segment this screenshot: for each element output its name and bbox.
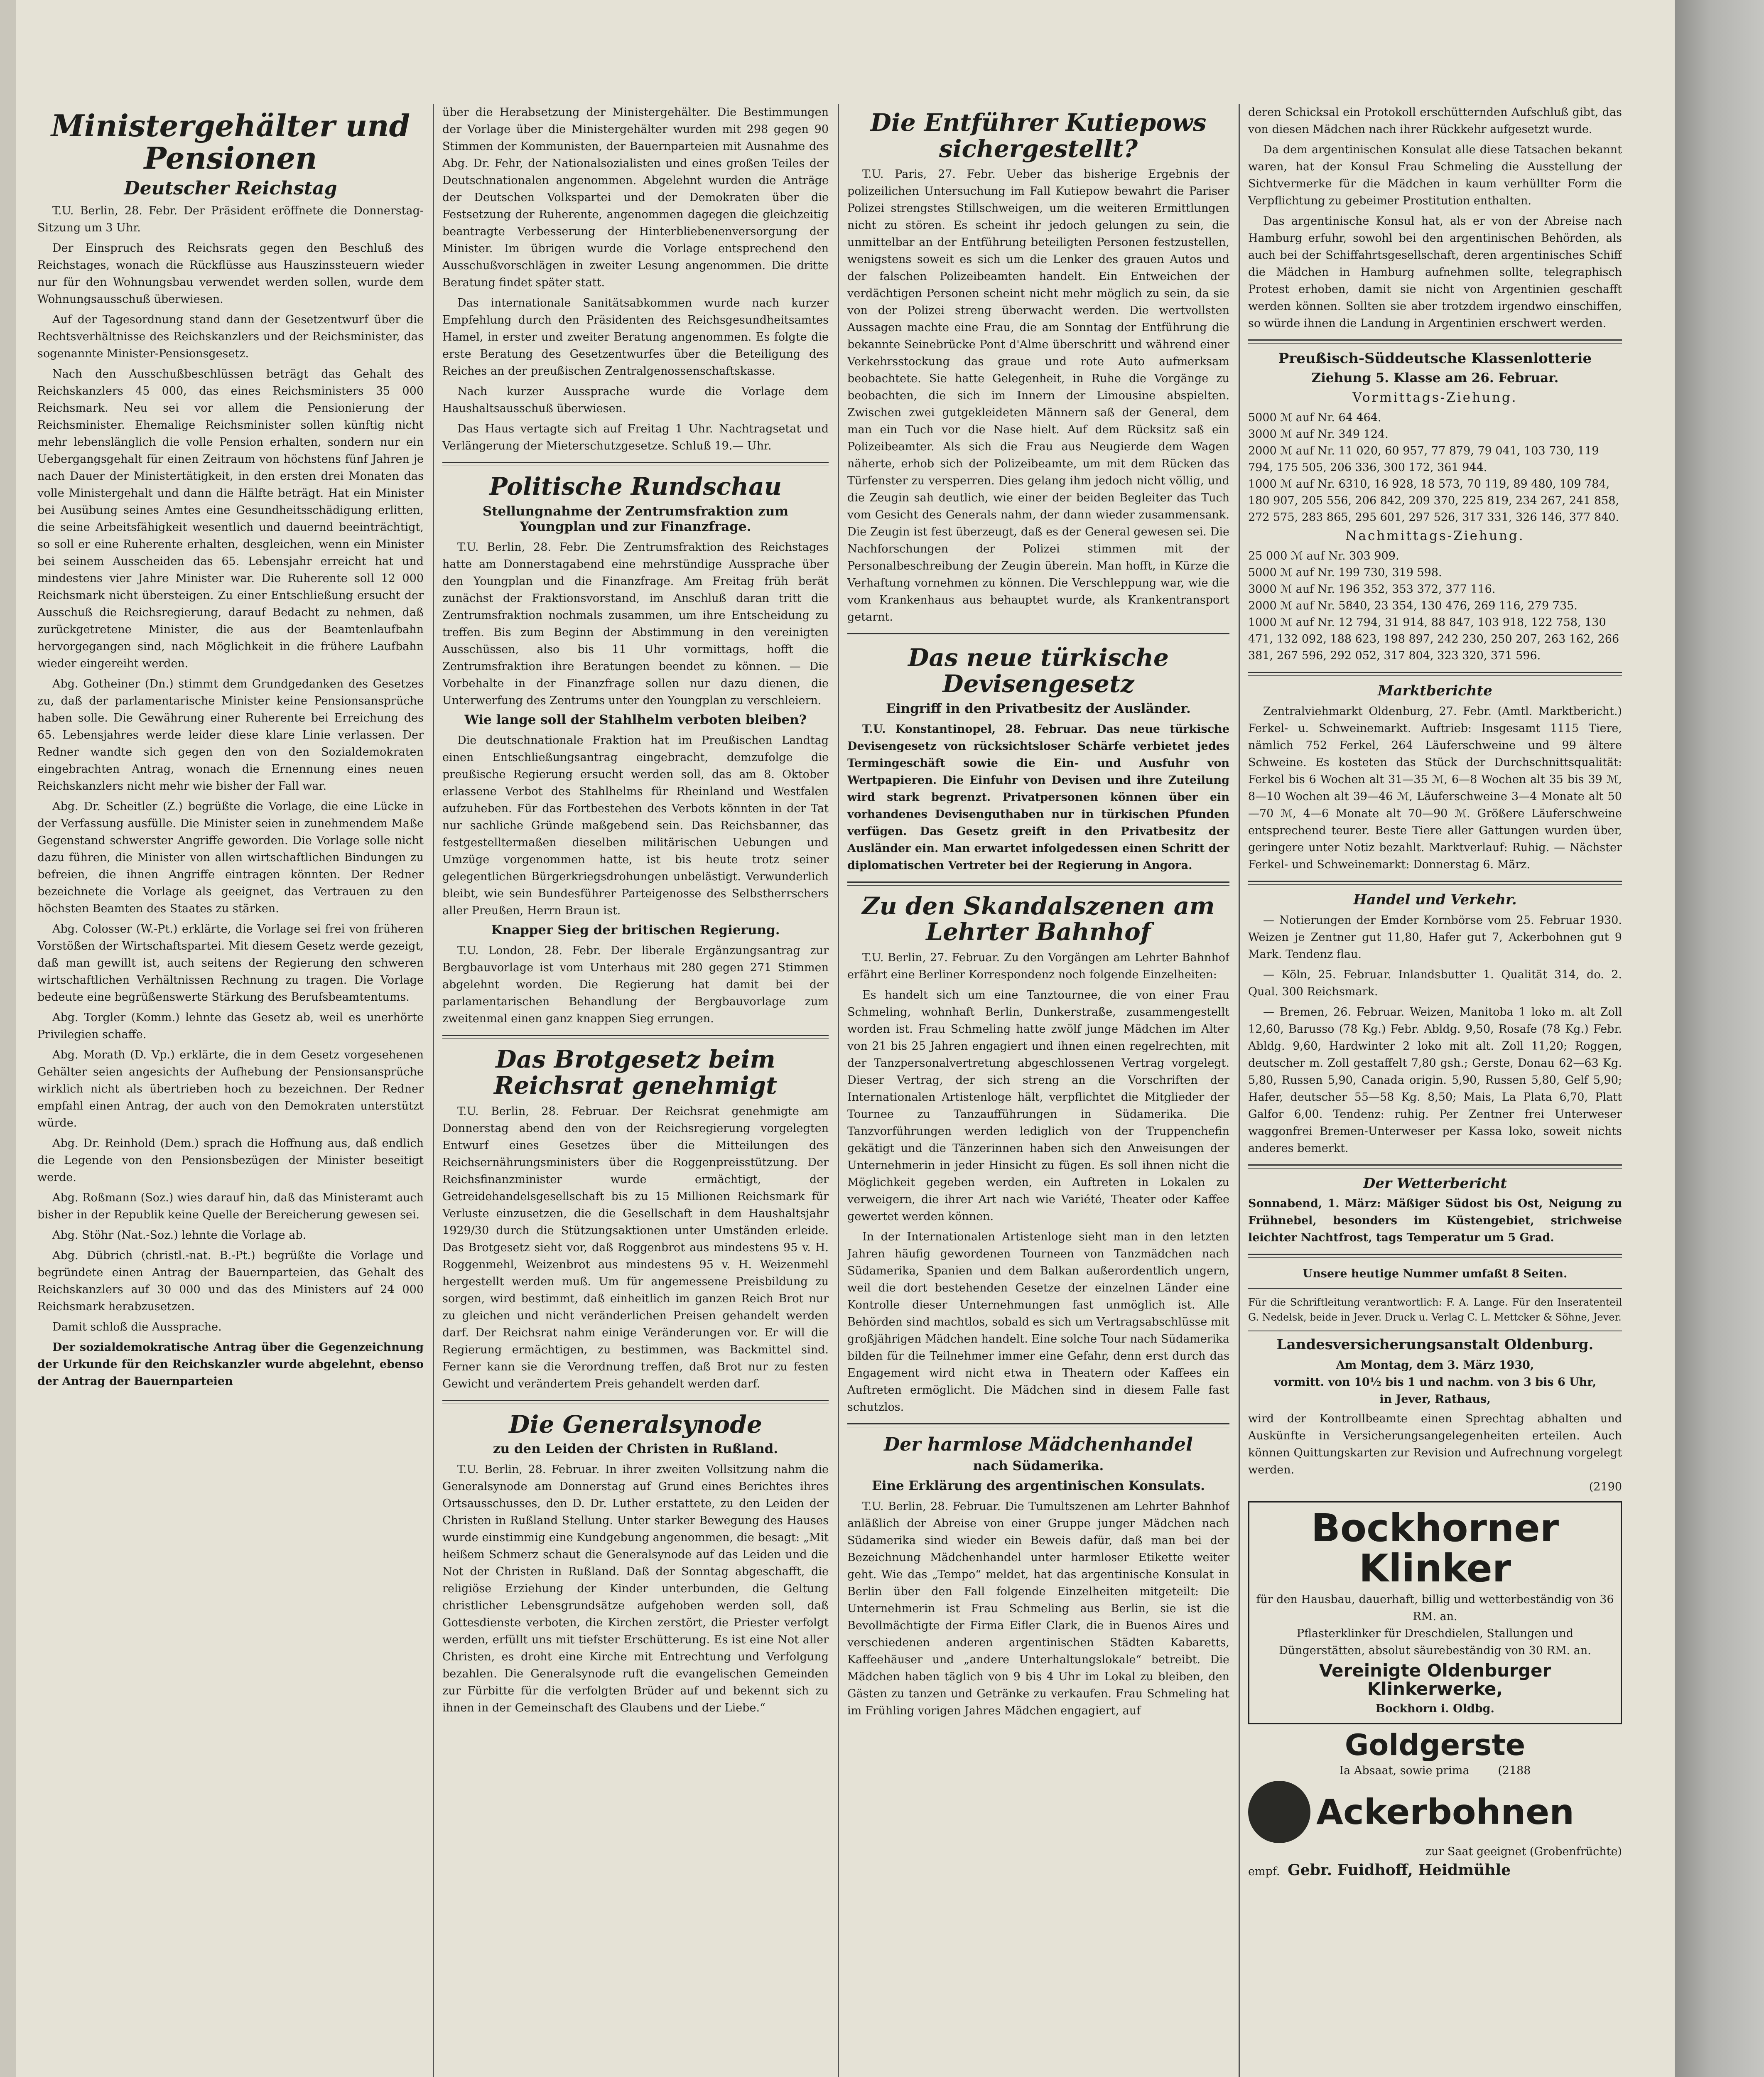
paragraph: — Notierungen der Emder Kornbörse vom 25. Februar 1930. Weizen je Zentner gut 11,80, Hafer gut 7, Ackerbohnen gut 9 Mark. Tendenz flau. [1248, 913, 1622, 961]
lottery-afternoon: Nachmittags-Ziehung. [1345, 528, 1525, 544]
goldgerste-line: zur Saat geeignet (Grobenfrüchte) [1425, 1845, 1622, 1858]
weather-text: Sonnabend, 1. März: Mäßiger Südost bis Ost, Neigung zu Frühnebel, besonders im Küstengebiet, strichweise leichter Nachtfrost, tags Temperatur um 5 Grad. [1248, 1197, 1622, 1245]
paragraph: T.U. Berlin, 28. Februar. In ihrer zweiten Vollsitzung nahm die Generalsynode am Donnerstag auf Grund eines Berichtes ihres Ortsausschusses, den D. Dr. Luther erstattete, zu den Leiden der Christen in Rußland Stellung. Unter starker Bewegung des Hauses wurde einstimmig eine Kundgebung angenommen, die besagt: „Mit heißem Schmerz schaut die Generalsynode auf das Leiden und die Not der Christen in Rußland. Daß der Sonntag abgeschafft, die religiöse Erziehung der Kinder unterbunden, die Geltung christlicher Lebensgrundsätze aufgehoben werden soll, daß Gottesdienste verboten, die Kirchen zerstört, die Priester verfolgt werden, erfüllt uns mit tiefster Erschütterung. Es ist eine Not aller Christen, es droht eine Kirche mit Entrechtung und Verfolgung bezahlen. Die Generalsynode ruft die evangelischen Gemeinden zur Fürbitte für die verfolgten Brüder auf und bekennt sich zu ihnen in der Gemeinschaft des Glaubens und der Liebe.“ [442, 1463, 829, 1715]
klinker-place: Bockhorn i. Oldbg. [1376, 1702, 1494, 1715]
lva-line: vormitt. von 10½ bis 1 und nachm. von 3 bis 6 Uhr, [1273, 1376, 1597, 1389]
paragraph: — Köln, 25. Februar. Inlandsbutter 1. Qualität 314, do. 2. Qual. 300 Reichsmark. [1248, 968, 1622, 998]
section-divider [847, 1423, 1229, 1427]
goldgerste-line: Ia Absaat, sowie prima [1339, 1764, 1470, 1777]
paragraph: T.U. Berlin, 27. Februar. Zu den Vorgängen am Lehrter Bahnhof erfährt eine Berliner Korrespondenz noch folgende Einzelheiten: [847, 951, 1229, 981]
goldgerste-firm: Gebr. Fuidhoff, Heidmühle [1288, 1861, 1511, 1879]
subhead-zentrum: Stellungnahme der Zentrumsfraktion zum Youngplan und zur Finanzfrage. [482, 503, 789, 534]
issue-size-note: Unsere heutige Nummer umfaßt 8 Seiten. [1303, 1267, 1568, 1281]
lottery-line: 5000 ℳ auf Nr. 64 464. [1248, 411, 1381, 425]
ad-landesversicherung [1248, 1337, 1622, 1495]
subhead-konsulat: Eine Erklärung des argentinischen Konsulats. [872, 1478, 1205, 1493]
page-edge-shadow [1675, 0, 1764, 2077]
lottery-line: 2000 ℳ auf Nr. 11 020, 60 957, 77 879, 79 041, 103 730, 119 794, 175 505, 206 336, 300 172, 361 944. [1248, 444, 1599, 474]
paragraph: T.U. Berlin, 28. Febr. Die Zentrumsfraktion des Reichstages hatte am Donnerstagabend eine mehrstündige Aussprache über den Youngplan und die Finanzfrage. Am Freitag früh berät zunächst der Fraktionsvorstand, im Anschluß daran tritt die Zentrumsfraktion nochmals zusammen, um ihre Entscheidung zu treffen. Bis zum Beginn der Abstimmung in den vereinigten Ausschüssen, also bis 11 Uhr vormittags, hofft die Zentrumsfraktion ihre Beratungen beendet zu können. — Die Vorbehalte in der Finanzfrage sollen nur dazu dienen, die Unterwerfung des Zentrums unter den Youngplan zu verschleiern. [442, 541, 829, 707]
ad-goldgerste [1248, 1730, 1622, 1881]
headline-kutiepow: Die Entführer Kutiepows sichergestellt? [870, 108, 1207, 163]
lottery-line: 2000 ℳ auf Nr. 5840, 23 354, 130 476, 269 116, 279 735. [1248, 599, 1578, 613]
lva-title: Landesversicherungsanstalt Oldenburg. [1276, 1336, 1594, 1353]
klinker-line: Pflasterklinker für Dreschdielen, Stallungen und Düngerstätten, absolut säurebeständig von 30 RM. an. [1279, 1627, 1591, 1657]
paragraph: Die deutschnationale Fraktion hat im Preußischen Landtag einen Entschließungsantrag eingebracht, demzufolge die preußische Regierung ersucht werden soll, das am 8. Oktober erlassene Verbot des Stahlhelms für Rheinland und Westfalen aufzuheben. Für das Fortbestehen des Verbots könnten in der Tat nur sachliche Gründe maßgebend sein. Das Reichsbanner, das festgestelltermaßen dieselben militärischen Uebungen und Umzüge vorgenommen hatte, ist bis heute trotz seiner gelegentlichen Bürgerkriegsdrohungen unbelästigt. Verwunderlich bleibt, wie sein Bundesführer Parteigenosse des Selbstherrschers aller Preußen, Herrn Braun ist. [442, 734, 829, 918]
article-ministergehaelter [37, 202, 424, 1390]
lottery-line: 5000 ℳ auf Nr. 199 730, 319 598. [1248, 566, 1442, 579]
weather-section [1248, 1176, 1622, 1247]
lottery-morning: Vormittags-Ziehung. [1352, 390, 1518, 405]
ad-klinker [1248, 1501, 1622, 1724]
subhead-devisen: Eingriff in den Privatbesitz der Ausländer. [886, 701, 1191, 716]
paragraph: In der Internationalen Artistenloge sieht man in den letzten Jahren häufig gewordenen Tourneen von Tanzmädchen nach Südamerika, Spanien und dem Balkan außerordentlich ungern, weil die dort bestehenden Gesetze der einzelnen Länder eine Kontrolle dieser Unternehmungen fast unmöglich ist. Alle Behörden sind machtlos, sobald es sich um Vertragsabschlüsse mit großjährigen Mädchen handelt. Eine solche Tour nach Südamerika bilden für die Teilnehmer immer eine Gefahr, denn erst durch das Engagement wird nicht etwa in Theatern oder Kaffees ein Auftreten ermöglicht. Die Mädchen sind in diesem Falle fast schutzlos. [847, 1230, 1229, 1414]
headline-maedchenhandel: Der harmlose Mädchenhandel [884, 1434, 1193, 1455]
column-rule [838, 104, 839, 2077]
ackerbohnen-title: Ackerbohnen [1316, 1791, 1575, 1832]
paragraph: Das Haus vertagte sich auf Freitag 1 Uhr. Nachtragsetat und Verlängerung der Mieterschutzgesetze. Schluß 19.— Uhr. [442, 422, 829, 452]
weather-title: Der Wetterbericht [1363, 1175, 1507, 1192]
lva-line: in Jever, Rathaus, [1379, 1393, 1491, 1406]
paragraph: Das internationale Sanitätsabkommen wurde nach kurzer Empfehlung durch den Präsidenten des Reichsgesundheitsamtes Hamel, in erster und zweiter Beratung angenommen. Es folgte die erste Beratung des Gesetzentwurfes über die Beteiligung des Reiches an der preußischen Zentralgenossenschaftskasse. [442, 297, 829, 378]
paragraph: Abg. Roßmann (Soz.) wies darauf hin, daß das Ministeramt auch bisher in der Republik keine Quelle der Bereicherung gewesen sei. [37, 1191, 424, 1222]
paragraph: Abg. Torgler (Komm.) lehnte das Gesetz ab, weil es unerhörte Privilegien schaffe. [37, 1011, 424, 1041]
headline-brotgesetz: Das Brotgesetz beim Reichsrat genehmigt [494, 1045, 777, 1100]
paragraph: Abg. Stöhr (Nat.-Soz.) lehnte die Vorlage ab. [52, 1229, 307, 1242]
paragraph: — Bremen, 26. Februar. Weizen, Manitoba 1 loko m. alt Zoll 12,60, Barusso (78 Kg.) Febr. Abldg. 9,50, Rosafe (78 Kg.) Febr. Abldg. 9,60, Hardwinter 2 loko mit alt. Zoll 11,20; Roggen, deutscher m. Zoll gestaffelt 7,80 gsh.; Gerste, Donau 62—63 Kg. 5,80, Russen 5,90, Canada origin. 5,90, Russen 5,80, Gelf 5,90; Hafer, deutscher 55—58 Kg. 8,50; Mais, La Plata 6,70, Platt Galfor 6,00. Tendenz: ruhig. Per Zentner frei Unterweser waggonfrei Bremen-Unterweser per Kassa loko, soweit nichts anderes bemerkt. [1248, 1005, 1622, 1155]
paragraph: Abg. Gotheiner (Dn.) stimmt dem Grundgedanken des Gesetzes zu, daß der parlamentarische Minister keine Pensionsansprüche haben solle. Die Gewährung einer Ruherente bei Erreichung des 65. Lebensjahres werde leider diese klare Linie verlassen. Der Redner wandte sich gegen den von den Sozialdemokraten eingebrachten Antrag, wonach die Ernennung eines neuen Reichskanzlers nicht mehr wie bisher der Fall war. [37, 678, 424, 793]
headline-generalsynode: Die Generalsynode [509, 1410, 762, 1439]
subhead-england: Knapper Sieg der britischen Regierung. [491, 923, 780, 938]
column-4 [1248, 104, 1622, 2077]
paragraph: Abg. Morath (D. Vp.) erklärte, die in dem Gesetz vorgesehenen Gehälter seien angesichts der Aufhebung der Pensionsansprüche wirklich nicht als übertrieben hoch zu bezeichnen. Der Redner empfahl einen Antrag, der auch von den Demokraten unterstützt würde. [37, 1048, 424, 1130]
headline-ministergehaelter: Ministergehälter und Pensionen [51, 108, 410, 176]
lottery-line: 1000 ℳ auf Nr. 6310, 16 928, 18 573, 70 119, 89 480, 109 784, 180 907, 205 556, 206 842, 209 370, 225 819, 234 267, 241 858, 272 575, 283 865, 295 601, 297 526, 317 331, 326 146, 377 840. [1248, 478, 1619, 524]
paragraph: Nach den Ausschußbeschlüssen beträgt das Gehalt des Reichskanzlers 45 000, das eines Reichsministers 35 000 Reichsmark. Neu sei vor allem die Pensionierung der Reichsminister. Ehemalige Reichsminister sollen künftig nicht mehr lebenslänglich die volle Pension erhalten, sondern nur ein Uebergangsgehalt für einen Zeitraum von höchstens fünf Jahren je nach Dauer der Ministertätigkeit, in den ersten drei Monaten das volle Ministergehalt und dann die Hälfte beträgt. Hat ein Minister bei Ausübung seines Amtes eine Gesundheitsschädigung erlitten, die seine Arbeitsfähigkeit wesentlich und dauernd beeinträchtigt, so soll er eine Ruherente erhalten, desgleichen, wenn ein Minister bei seinem Ausscheiden das 65. Lebensjahr erreicht hat und mindestens vier Jahre Minister war. Die Ruherente soll 12 000 Reichsmark nicht übersteigen. Zu einer Entschließung ersucht der Ausschuß die Reichsregierung, darauf Bedacht zu nehmen, daß zurückgetretene Minister, die aus der Beamtenlaufbahn hervorgegangen sind, nach Möglichkeit in die frühere Laufbahn wieder eingereiht werden. [37, 368, 424, 670]
paragraph: T.U. Paris, 27. Febr. Ueber das bisherige Ergebnis der polizeilichen Untersuchung im Fall Kutiepow bewahrt die Pariser Polizei strengstes Stillschweigen, um die weiteren Ermittlungen nicht zu stören. Es scheint ihr jedoch gelungen zu sein, die unmittelbar an der Entführung beteiligten Personen festzustellen, wenigstens soweit es sich um die Lenker des grauen Autos und der falschen Polizeibeamten handelt. Ein Entweichen der verdächtigen Personen scheint nicht mehr möglich zu sein, da sie von der Polizei streng überwacht werden. Die wertvollsten Aussagen machte eine Frau, die am Sonntag der Entführung die bekannte Seinebrücke Pont d'Alme überschritt und während einer Verkehrsstockung das graue und rote Auto aufmerksam beobachtete. Sie hatte Gelegenheit, in Ruhe die Vorgänge zu beobachten, die sich im Innern der Limousine abspielten. Zwischen zwei gutgekleideten Männern saß der General, dem man ein Tuch vor die Nase hielt. Auf dem Rücksitz saß ein Polizeibeamter. Als sich die Frau aus Neugierde dem Wagen näherte, erhob sich der Polizeibeamte, um mit dem Rücken das Türfenster zu versperren. Dies gelang ihm jedoch nicht völlig, und die Zeugin sah deutlich, wie einer der beiden Begleiter das Tuch vom Gesicht des Generals nahm, der dann wieder zusammensank. Die Zeugin ist fest überzeugt, daß es der General gewesen sei. Die Nachforschungen der Polizei stimmen mit der Personalbeschreibung der Zeugin überein. Man hofft, in Kürze die Verhaftung vornehmen zu können. Die Verschleppung war, wie die vom Krankenhaus aus behauptet wurde, als Krankentransport getarnt. [847, 168, 1229, 624]
section-divider [442, 462, 829, 466]
section-divider [847, 881, 1229, 886]
headline-politische-rundschau: Politische Rundschau [489, 472, 782, 501]
column-2 [442, 104, 829, 2077]
column-3 [847, 104, 1229, 2077]
lottery-section [1248, 351, 1622, 664]
column-1 [37, 104, 424, 2077]
section-divider [1248, 339, 1622, 344]
paragraph: Der sozialdemokratische Antrag über die Gegenzeichnung der Urkunde für den Reichskanzler wurde abgelehnt, ebenso der Antrag der Bauernparteien [37, 1341, 424, 1388]
ad-code: (2190 [1589, 1480, 1622, 1494]
section-divider [1248, 1164, 1622, 1169]
paragraph: deren Schicksal ein Protokoll erschütternden Aufschluß gibt, das von diesen Mädchen nach ihrer Rückkehr aufgesetzt wurde. [1248, 106, 1622, 136]
section-divider [1248, 1254, 1622, 1258]
imprint: Für die Schriftleitung verantwortlich: F. A. Lange. Für den Inseratenteil G. Nedelsk, beide in Jever. Druck u. Verlag C. L. Mettcker & Söhne, Jever. [1248, 1296, 1622, 1323]
paragraph: Zentralviehmarkt Oldenburg, 27. Febr. (Amtl. Marktbericht.) Ferkel- u. Schweinemarkt. Auftrieb: Insgesamt 1115 Tiere, nämlich 752 Ferkel, 264 Läuferschweine und 99 ältere Schweine. Es kosteten das Stück der Durchschnittsqualität: Ferkel bis 6 Wochen alt 31—35 ℳ, 6—8 Wochen alt 35 bis 39 ℳ, 8—10 Wochen alt 39—46 ℳ, Läuferschweine 3—4 Monate alt 50—70 ℳ, 4—6 Monate alt 70—90 ℳ. Größere Läuferschweine entsprechend teurer. Beste Tiere aller Gattungen wurden über, geringere unter Notiz bezahlt. Marktverlauf: Ruhig. — Nächster Ferkel- und Schweinemarkt: Donnerstag 6. März. [1248, 705, 1622, 871]
paragraph: Abg. Dübrich (christl.-nat. B.-Pt.) begrüßte die Vorlage und begründete einen Antrag der Bauernparteien, das Gehalt des Reichskanzlers auf 30 000 und das des Ministers auf 24 000 Reichsmark herabzusetzen. [37, 1249, 424, 1313]
section-divider [847, 633, 1229, 637]
klinker-line: für den Hausbau, dauerhaft, billig und wetterbeständig von 36 RM. an. [1256, 1593, 1614, 1623]
goldgerste-empf: empf. [1248, 1865, 1280, 1878]
paragraph: Damit schloß die Aussprache. [52, 1321, 222, 1334]
paragraph: Abg. Dr. Reinhold (Dem.) sprach die Hoffnung aus, daß endlich die Legende von den Pensionsbezügen der Minister beseitigt werde. [37, 1137, 424, 1184]
lottery-line: 3000 ℳ auf Nr. 196 352, 353 372, 377 116. [1248, 583, 1496, 596]
paragraph: Auf der Tagesordnung stand dann der Gesetzentwurf über die Rechtsverhältnisse des Reichskanzlers und der Reichsminister, das sogenannte Minister-Pensionsgesetz. [37, 313, 424, 361]
lottery-line: 25 000 ℳ auf Nr. 303 909. [1248, 550, 1399, 563]
lva-line: Am Montag, dem 3. März 1930, [1336, 1359, 1534, 1372]
headline-devisengesetz: Das neue türkische Devisengesetz [908, 643, 1169, 698]
goldgerste-title: Goldgerste [1344, 1728, 1526, 1762]
column-rule [433, 104, 434, 2077]
paragraph: über die Herabsetzung der Ministergehälter. Die Bestimmungen der Vorlage über die Ministergehälter wurden mit 298 gegen 90 Stimmen der Kommunisten, der Bauernparteien mit Ausnahme des Abg. Dr. Fehr, der Nationalsozialisten und eines großen Teiles der Deutschnationalen angenommen. Abgelehnt wurden die Anträge der Deutschen Volkspartei und der Demokraten über die Festsetzung der Ruherente, angenommen dagegen die gleichzeitig beantragte Verbesserung der Hinterbliebenenversorgung der Minister. Im übrigen wurde die Vorlage entsprechend den Ausschußvorschlägen in zweiter Lesung angenommen. Die dritte Beratung findet später statt. [442, 106, 829, 289]
paragraph: Es handelt sich um eine Tanztournee, die von einer Frau Schmeling, wohnhaft Berlin, Dunkerstraße, zusammengestellt worden ist. Frau Schmeling hatte zwölf junge Mädchen im Alter von 21 bis 25 Jahren engagiert und ihnen einen regelrechten, mit der Tanzpersonalvertretung abgeschlossenen Vertrag vorgelegt. Dieser Vertrag, der sich streng an die Vorschriften der Internationalen Artistenloge hält, verpflichtet die Mitglieder der Tournee zu Tanzaufführungen in Südamerika. Die Tanzvorführungen werden lediglich von der Truppenchefin gekätigt und die Tänzerinnen haben sich den Anweisungen der Unternehmerin in jeder Hinsicht zu fügen. Es soll ihnen nicht die Möglichkeit gegeben werden, ein Auftreten in Lokalen zu verweigern, die ihrer Art nach wie Variété, Theater oder Kaffee gewertet werden können. [847, 988, 1229, 1223]
lva-text: wird der Kontrollbeamte einen Sprechtag abhalten und Auskünfte in Versicherungsangelegenheiten erteilen. Auch können Quittungskarten zur Revision und Aufrechnung vorgelegt werden. [1248, 1412, 1622, 1477]
lottery-line: 1000 ℳ auf Nr. 12 794, 31 914, 88 847, 103 918, 122 758, 130 471, 132 092, 188 623, 198 897, 242 230, 250 207, 263 162, 266 381, 267 596, 292 052, 317 804, 323 320, 371 596. [1248, 616, 1619, 663]
headline-skandalszenen: Zu den Skandalszenen am Lehrter Bahnhof [862, 891, 1215, 946]
divider [1248, 1288, 1622, 1289]
market-section [1248, 683, 1622, 873]
paragraph: T.U. Berlin, 28. Februar. Die Tumultszenen am Lehrter Bahnhof anläßlich der Abreise von einer Gruppe junger Mädchen nach Südamerika sind wieder ein Beweis dafür, daß man bei der Bezeichnung Mädchenhandel unter harmloser Etikette weiter geht. Wie das „Tempo“ meldet, hat das argentinische Konsulat in Berlin über den Fall folgende Einzelheiten mitgeteilt: Die Unternehmerin ist Frau Schmeling aus Berlin, sie ist die Bevollmächtigte der Firma Eifler Clark, die in Buenos Aires und verschiedenen anderen argentinischen Städten Kabaretts, Kaffeehäuser und „andere Unterhaltungslokale“ betreibt. Die Mädchen haben täglich von 9 bis 4 Uhr im Lokal zu bleiben, den Gästen zu tanzen und Getränke zu verkaufen. Frau Schmeling hat im Frühling vorigen Jahres Mädchen engagiert, auf [847, 1500, 1229, 1717]
paragraph: T.U. Berlin, 28. Februar. Der Reichsrat genehmigte am Donnerstag abend den von der Reichsregierung vorgelegten Entwurf eines Gesetzes über die Mitteilungen des Reichsernährungsministers über die Roggenpreisstützung. Der Reichsfinanzminister wurde ermächtigt, der Getreidehandelsgesellschaft bis zu 15 Millionen Reichsmark für Verluste einzusetzen, die die Gesellschaft in dem Haushaltsjahr 1929/30 durch die Stützungsaktionen unter Umständen erleide. Das Brotgesetz sieht vor, daß Roggenbrot aus mindestens 95 v. H. Roggenmehl, Weizenbrot aus mindestens 95 v. H. Weizenmehl hergestellt werden muß. Um für angemessene Preisbildung zu sorgen, wird bestimmt, daß einheitlich im ganzen Reich Brot nur zu gleichen und nicht veränderlichen Preisen gehandelt werden darf. Der Reichsrat nahm einige Veränderungen vor. Er will die Regierung ermächtigen, zu bestimmen, was Backmittel sind. Ferner kann sie die Verordnung treffen, daß Brot nur zu festen Gewicht und verändertem Preis gehandelt werden darf. [442, 1105, 829, 1390]
klinker-firm: Vereinigte Oldenburger Klinkerwerke, [1319, 1660, 1551, 1699]
subhead-reichstag: Deutscher Reichstag [124, 177, 337, 199]
seed-logo-icon [1248, 1781, 1310, 1843]
section-divider [442, 1035, 829, 1039]
section-divider [1248, 672, 1622, 676]
paragraph: T.U. London, 28. Febr. Der liberale Ergänzungsantrag zur Bergbauvorlage ist vom Unterhaus mit 280 gegen 271 Stimmen abgelehnt worden. Die Regierung hat damit bei der parlamentarischen Behandlung der Bergbauvorlage zum zweitenmal einen ganz knappen Sieg errungen. [442, 944, 829, 1026]
paragraph: Das argentinische Konsul hat, als er von der Abreise nach Hamburg erfuhr, sowohl bei den argentinischen Behörden, als auch bei der Schiffahrtsgesellschaft, deren argentinisches Schiff die Mädchen in Hamburg aufnehmen sollte, telegraphisch Protest erhoben, damit sie nicht von Argentinien geschafft werden können. Sollten sie aber trotzdem irgendwo einschiffen, so würde ihnen die Landung in Argentinien erschwert werden. [1248, 215, 1622, 330]
lottery-line: 3000 ℳ auf Nr. 349 124. [1248, 428, 1389, 441]
subhead-suedamerika: nach Südamerika. [973, 1458, 1104, 1474]
binding-gutter [0, 0, 16, 2077]
subhead-stahlhelm: Wie lange soll der Stahlhelm verboten bleiben? [464, 712, 807, 727]
paragraph: Abg. Colosser (W.-Pt.) erklärte, die Vorlage sei frei von früheren Vorstößen der Wirtschaftspartei. Mit diesem Gesetz werde gezeigt, daß man gewillt ist, auch seitens der Regierung den schweren wirtschaftlichen Verhältnissen Rechnung zu tragen. Die Vorlage bedeute eine begrüßenswerte Stärkung des Berufsbeamtentums. [37, 923, 424, 1004]
paragraph: Der Einspruch des Reichsrats gegen den Beschluß des Reichstages, wonach die Rückflüsse aus Hauszinssteuern wieder nur für den Wohnungsbau verwendet werden sollen, wurde dem Wohnungsausschuß überwiesen. [37, 242, 424, 306]
ad-code: (2188 [1498, 1764, 1531, 1777]
goldgerste-line-wrap [1248, 1762, 1622, 1779]
paragraph: Nach kurzer Aussprache wurde die Vorlage dem Haushaltsausschuß überwiesen. [442, 385, 829, 415]
market-title: Marktberichte [1378, 683, 1492, 700]
klinker-title: Bockhorner Klinker [1311, 1506, 1559, 1591]
paragraph: Da dem argentinischen Konsulat alle diese Tatsachen bekannt waren, hat der Konsul Frau Schmeling die Ausstellung der Sichtvermerke für die Mädchen in kaum verhüllter Form die Verpflichtung zu gebeimer Prostitution enthalten. [1248, 143, 1622, 207]
section-divider [442, 1400, 829, 1404]
trade-section [1248, 892, 1622, 1157]
section-divider [1248, 881, 1622, 885]
paragraph: T.U. Konstantinopel, 28. Februar. Das neue türkische Devisengesetz von rücksichtsloser Schärfe verbietet jedes Termingeschäft sowie die Ein- und Ausfuhr von Wertpapieren. Die Einfuhr von Devisen und ihre Zuteilung wird stark begrenzt. Privatpersonen können über ein vorhandenes Devisenguthaben nur in türkischen Pfunden verfügen. Das Gesetz greift in den Privatbesitz der Ausländer ein. Man erwartet infolgedessen einen Schritt der diplomatischen Vertreter bei der Regierung in Angora. [847, 722, 1229, 872]
lottery-subtitle: Ziehung 5. Klasse am 26. Februar. [1311, 370, 1559, 385]
goldgerste-logo-row [1248, 1781, 1622, 1843]
subhead-synode: zu den Leiden der Christen in Rußland. [493, 1441, 778, 1457]
article-reichstag-cont [442, 104, 829, 454]
paragraph: Abg. Dr. Scheitler (Z.) begrüßte die Vorlage, die eine Lücke in der Verfassung ausfülle. Die Minister seien in zunehmendem Maße Gegenstand schwerster Angriffe geworden. Die Vorlage solle nicht dazu führen, die Minister von allen wirtschaftlichen Bindungen zu befreien, die ihnen Angriffe eintragen könnten. Der Redner bezeichnete die Vorlage als geeignet, das Vertrauen zu den höchsten Beamten des Staates zu stärken. [37, 800, 424, 916]
paragraph: T.U. Berlin, 28. Febr. Der Präsident eröffnete die Donnerstag-Sitzung um 3 Uhr. [37, 204, 424, 235]
lottery-title: Preußisch-Süddeutsche Klassenlotterie [1278, 350, 1592, 367]
goldgerste-firm-wrap [1248, 1862, 1622, 1880]
column-rule [1239, 104, 1240, 2077]
trade-title: Handel und Verkehr. [1353, 891, 1517, 908]
